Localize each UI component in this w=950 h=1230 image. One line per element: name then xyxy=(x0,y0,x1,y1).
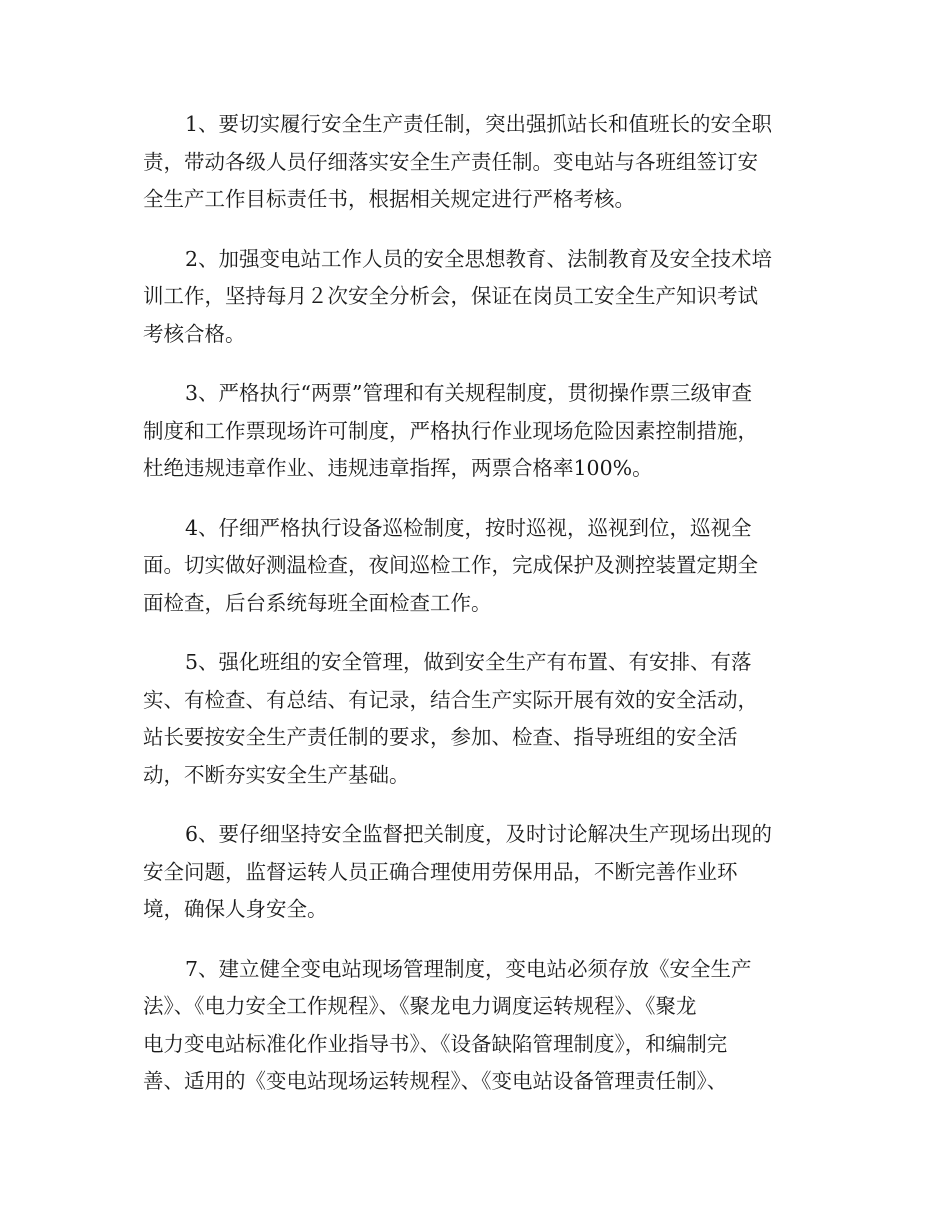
paragraph-line: 面检查，后台系统每班全面检查工作。 xyxy=(143,590,492,615)
paragraph-6 xyxy=(143,816,813,929)
paragraph-7 xyxy=(143,951,813,1101)
paragraph-line: 实、有检查、有总结、有记录，结合生产实际开展有效的安全活动， xyxy=(143,687,758,712)
paragraph-line: 6、要仔细坚持安全监督把关制度，及时讨论解决生产现场出现的 xyxy=(185,822,773,846)
paragraph-line: 1、要切实履行安全生产责任制，突出强抓站长和值班长的安全职 xyxy=(185,112,773,136)
paragraph-line: 境，确保人身安全。 xyxy=(143,897,328,921)
paragraph-2 xyxy=(143,241,813,354)
paragraph-line: 站长要按安全生产责任制的要求，参加、检查、指导班组的安全活 xyxy=(143,725,738,749)
paragraph-line: 制度和工作票现场许可制度，严格执行作业现场危险因素控制措施， xyxy=(143,418,758,443)
paragraph-line: 善、适用的《变电站现场运转规程》、《变电站设备管理责任制》、 xyxy=(143,1069,728,1093)
paragraph-line: 电力变电站标准化作业指导书》、《设备缺陷管理制度》，和编制完 xyxy=(143,1031,728,1056)
paragraph-line: 5、强化班组的安全管理，做到安全生产有布置、有安排、有落 xyxy=(185,650,752,674)
paragraph-line: 3、严格执行“两票”管理和有关规程制度，贯彻操作票三级审查 xyxy=(185,381,753,405)
paragraph-line: 杜绝违规违章作业、违规违章指挥，两票合格率100%。 xyxy=(143,456,653,480)
paragraph-line: 训工作，坚持每月２次安全分析会，保证在岗员工安全生产知识考试 xyxy=(143,284,758,308)
paragraph-line: 全生产工作目标责任书，根据相关规定进行严格考核。 xyxy=(143,187,635,211)
paragraph-4 xyxy=(143,510,813,623)
paragraph-line: 7、建立健全变电站现场管理制度，变电站必须存放《安全生产 xyxy=(185,956,752,981)
paragraph-line: 考核合格。 xyxy=(143,321,246,346)
paragraph-line: 责，带动各级人员仔细落实安全生产责任制。变电站与各班组签订安 xyxy=(143,149,758,174)
paragraph-line: 4、仔细严格执行设备巡检制度，按时巡视，巡视到位，巡视全 xyxy=(185,515,752,540)
paragraph-line: 安全问题，监督运转人员正确合理使用劳保用品，不断完善作业环 xyxy=(143,859,738,884)
paragraph-1 xyxy=(143,106,813,219)
paragraph-line: 动，不断夯实安全生产基础。 xyxy=(143,762,410,787)
paragraph-line: 面。切实做好测温检查，夜间巡检工作，完成保护及测控装置定期全 xyxy=(143,553,758,577)
paragraph-line: 2、加强变电站工作人员的安全思想教育、法制教育及安全技术培 xyxy=(185,246,773,271)
paragraph-line: 法》、《电力安全工作规程》、《聚龙电力调度运转规程》、《聚龙 xyxy=(143,994,697,1018)
paragraph-5 xyxy=(143,644,813,794)
document-body xyxy=(143,106,813,1123)
paragraph-3 xyxy=(143,375,813,488)
